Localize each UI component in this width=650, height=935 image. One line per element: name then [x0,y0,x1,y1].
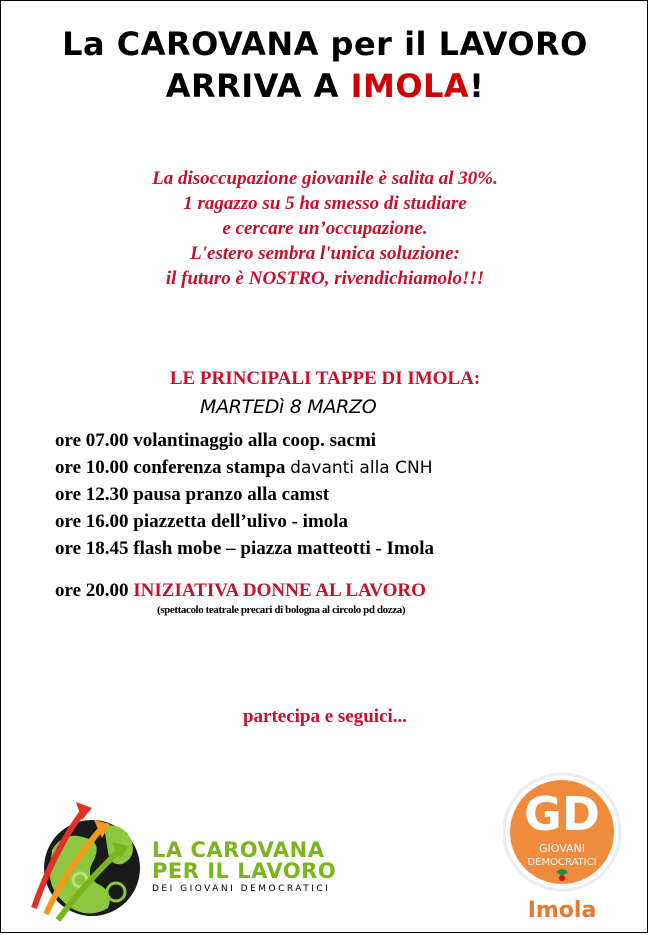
gd-city: Imola [527,898,597,923]
carovana-line-2: PER IL LAVORO [152,859,337,883]
evening-title: INIZIATIVA DONNE AL LAVORO [133,580,426,601]
carovana-wordmark [152,840,336,894]
intro-text [0,166,650,291]
stops-title: LE PRINCIPALI TAPPE DI IMOLA: [169,368,481,389]
headline-line-2 [0,66,650,106]
evening-time: ore 20.00 [55,580,134,601]
schedule-item-text: ore 18.45 flash mobe – piazza matteotti - Imola [55,538,435,559]
schedule-list [55,430,434,565]
evening-event [55,580,426,602]
schedule-item-text: ore 07.00 volantinaggio alla coop. sacmi [55,430,377,451]
carovana-line-3: DEI GIOVANI DEMOCRATICI [152,884,331,894]
schedule-item-text: ore 10.00 conferenza stampa [55,457,291,478]
schedule-item [55,484,434,511]
schedule-item [55,511,434,538]
headline-prefix: ARRIVA A [165,67,351,105]
gd-line-2: DEMOCRATICI [527,857,597,868]
schedule-item-text: ore 16.00 piazzetta dell’ulivo - imola [55,511,349,532]
headline-city: IMOLA [350,67,470,105]
event-date: MARTEDì 8 MARZO [200,396,377,418]
schedule-item-extra: davanti alla CNH [290,458,433,478]
intro-line: e cercare un’occupazione. [222,218,428,239]
headline-line-1: La CAROVANA per il LAVORO [62,25,588,63]
gd-badge-icon [496,770,628,898]
intro-line: L'estero sembra l'unica soluzione: [190,243,460,264]
schedule-item [55,430,434,457]
follow-cta: partecipa e seguici... [242,706,408,727]
headline-suffix: ! [469,67,485,105]
gd-initials: GD [524,787,600,841]
schedule-item-text: ore 12.30 pausa pranzo alla camst [55,484,330,505]
intro-line: 1 ragazzo su 5 ha smesso di studiare [183,193,467,214]
intro-line: il futuro è NOSTRO, rivendichiamolo!!! [165,268,485,289]
gd-line-1: GIOVANI [538,842,586,855]
carovana-line-1: LA CAROVANA [152,838,325,862]
schedule-item [55,457,434,484]
evening-subtitle: (spettacolo teatrale precari di bologna al circolo pd dozza) [157,604,406,616]
gd-imola-logo [496,770,628,928]
schedule-item [55,538,434,565]
intro-line: La disoccupazione giovanile è salita al 30%. [152,168,498,189]
